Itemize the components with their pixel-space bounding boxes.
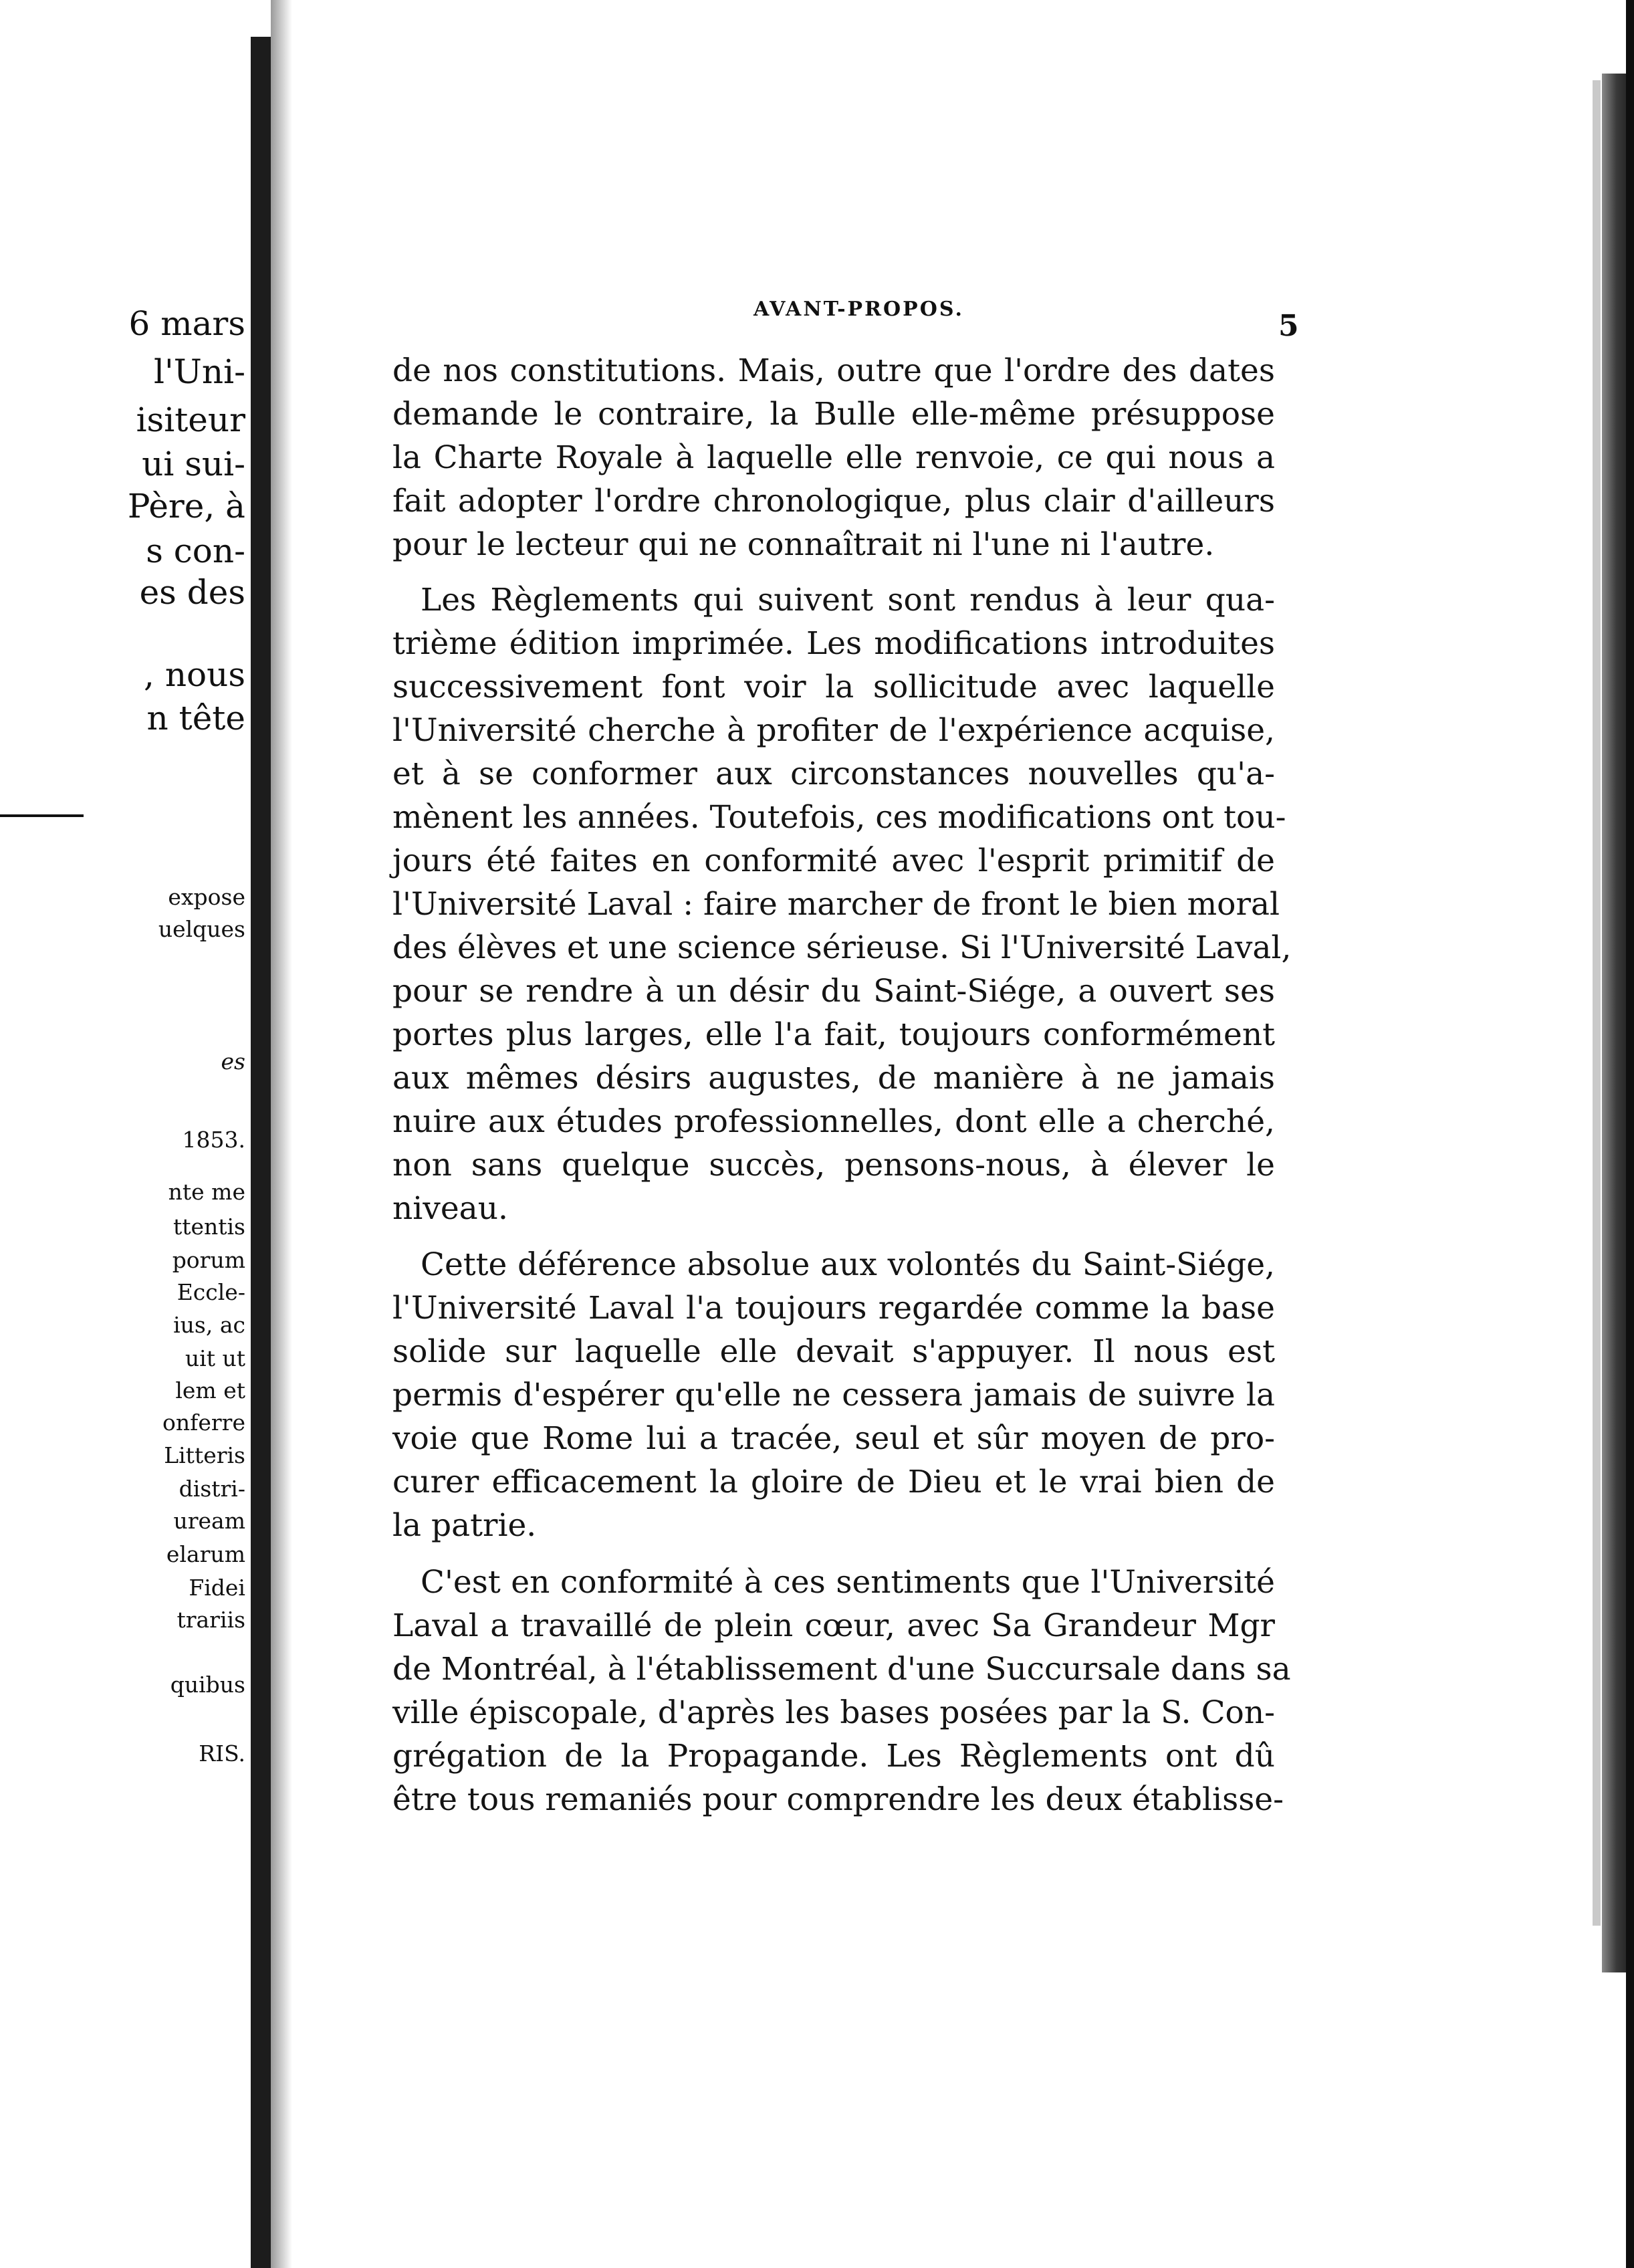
text-line: l'Université Laval l'a toujours regardée comme la base xyxy=(392,1290,1275,1327)
text-line: successivement font voir la sollicitude avec laquelle xyxy=(392,669,1275,705)
facing-page-line: uit ut xyxy=(185,1345,245,1371)
facing-page-line: n tête xyxy=(146,699,245,738)
running-head: AVANT-PROPOS. xyxy=(753,298,964,321)
gutter-gradient xyxy=(271,0,292,2268)
facing-page-line: quibus xyxy=(170,1672,245,1698)
facing-page-line: isiteur xyxy=(136,401,245,439)
facing-page-line: ttentis xyxy=(172,1214,245,1240)
text-line: jours été faites en conformité avec l'esprit primitif de xyxy=(392,842,1275,879)
facing-page-line: ui sui- xyxy=(142,445,245,483)
facing-page-line: distri- xyxy=(179,1476,245,1502)
text-line: de nos constitutions. Mais, outre que l'ordre des dates xyxy=(392,352,1275,389)
text-line: pour se rendre à un désir du Saint-Siége, a ouvert ses xyxy=(392,973,1275,1010)
text-line: ville épiscopale, d'après les bases posées par la S. Con- xyxy=(392,1694,1275,1731)
text-line: mènent les années. Toutefois, ces modifications ont tou- xyxy=(392,799,1286,836)
text-line: niveau. xyxy=(392,1190,508,1227)
facing-page-line: 1853. xyxy=(182,1127,245,1153)
text-line: solide sur laquelle elle devait s'appuyer. Il nous est xyxy=(392,1333,1275,1370)
text-line: nuire aux études professionnelles, dont elle a cherché, xyxy=(392,1103,1275,1140)
text-line: pour le lecteur qui ne connaîtrait ni l'une ni l'autre. xyxy=(392,526,1215,563)
facing-page-line: es xyxy=(221,1048,245,1074)
facing-page-line: expose xyxy=(168,884,245,910)
text-line: la patrie. xyxy=(392,1507,537,1544)
facing-page-line: lem et xyxy=(175,1377,245,1403)
page-number: 5 xyxy=(1278,309,1299,343)
text-line: fait adopter l'ordre chronologique, plus clair d'ailleurs xyxy=(392,483,1275,520)
text-line: l'Université cherche à profiter de l'expérience acquise, xyxy=(392,712,1275,749)
text-line: trième édition imprimée. Les modifications introduites xyxy=(392,625,1275,662)
facing-page-line: , nous xyxy=(144,655,245,694)
text-line: portes plus larges, elle l'a fait, toujours conformément xyxy=(392,1016,1275,1053)
facing-page-line: Fidei xyxy=(189,1575,245,1601)
facing-page-line: 6 mars xyxy=(128,304,245,343)
scan-border xyxy=(1626,0,1634,2268)
facing-page-line: uelques xyxy=(158,916,245,942)
text-line: l'Université Laval : faire marcher de front le bien moral xyxy=(392,886,1280,923)
text-line: et à se conformer aux circonstances nouvelles qu'a- xyxy=(392,756,1275,792)
text-line: demande le contraire, la Bulle elle-même présuppose xyxy=(392,396,1275,433)
text-line: Les Règlements qui suivent sont rendus à leur qua- xyxy=(421,582,1275,618)
facing-page-line: Eccle- xyxy=(177,1279,245,1305)
facing-page-line: elarum xyxy=(166,1541,245,1567)
text-line: la Charte Royale à laquelle elle renvoie, ce qui nous a xyxy=(392,439,1275,476)
text-line: voie que Rome lui a tracée, seul et sûr moyen de pro- xyxy=(392,1420,1275,1457)
facing-page-line: Litteris xyxy=(164,1442,245,1468)
text-line: Cette déférence absolue aux volontés du Saint-Siége, xyxy=(421,1246,1275,1283)
text-line: grégation de la Propagande. Les Règlements ont dû xyxy=(392,1738,1275,1775)
facing-page-line: nte me xyxy=(168,1179,245,1205)
text-line: permis d'espérer qu'elle ne cessera jamais de suivre la xyxy=(392,1377,1275,1413)
facing-page-line: onferre xyxy=(162,1409,245,1436)
facing-page-line: ius, ac xyxy=(173,1312,245,1338)
text-line: des élèves et une science sérieuse. Si l'Université Laval, xyxy=(392,929,1292,966)
text-line: être tous remaniés pour comprendre les deux établisse- xyxy=(392,1781,1284,1818)
facing-page-line: Père, à xyxy=(127,487,245,526)
main-page xyxy=(292,0,1583,2268)
facing-page-line: trariis xyxy=(177,1607,245,1633)
facing-page-line: l'Uni- xyxy=(154,352,245,391)
text-line: aux mêmes désirs augustes, de manière à ne jamais xyxy=(392,1060,1275,1097)
text-line: de Montréal, à l'établissement d'une Succursale dans sa xyxy=(392,1651,1291,1688)
page-edge-leaf xyxy=(1593,80,1601,1926)
book-spine-shadow xyxy=(251,37,271,2268)
facing-page-line: porum xyxy=(172,1247,245,1273)
text-line: curer efficacement la gloire de Dieu et le vrai bien de xyxy=(392,1464,1275,1500)
facing-page-rule xyxy=(0,814,84,817)
facing-page-line: es des xyxy=(139,573,245,612)
text-line: C'est en conformité à ces sentiments que l'Université xyxy=(421,1564,1275,1601)
facing-page-line: s con- xyxy=(146,532,245,570)
text-line: Laval a travaillé de plein cœur, avec Sa Grandeur Mgr xyxy=(392,1607,1275,1644)
text-line: non sans quelque succès, pensons-nous, à élever le xyxy=(392,1147,1275,1183)
facing-page-line: RIS. xyxy=(199,1740,245,1767)
facing-page-line: uream xyxy=(173,1508,245,1534)
facing-page xyxy=(0,0,251,2268)
